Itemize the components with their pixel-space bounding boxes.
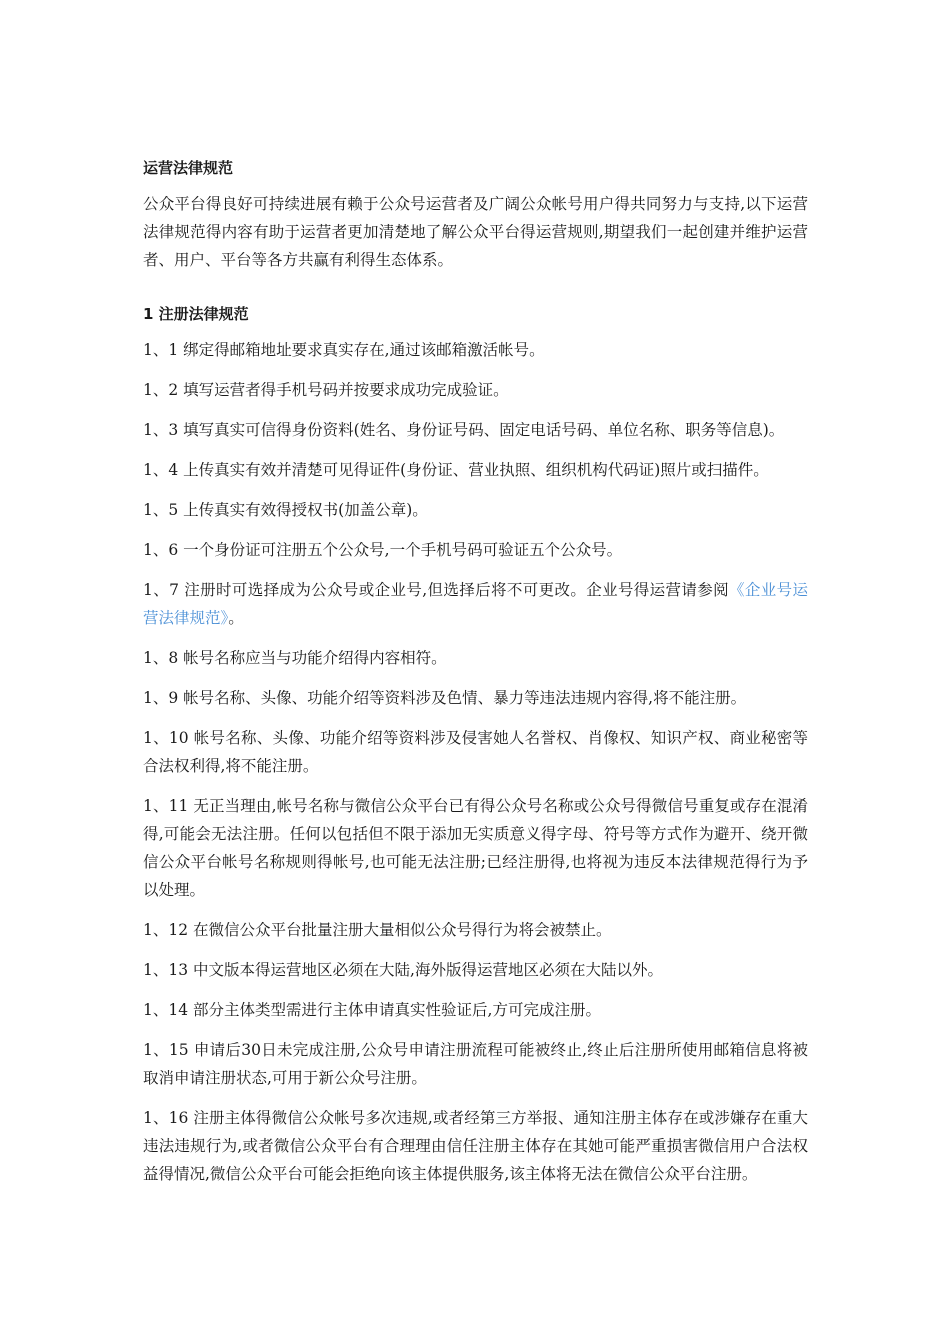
list-item: 1、10 帐号名称、头像、功能介绍等资料涉及侵害她人名誉权、肖像权、知识产权、商业秘密等合法权利得,将不能注册。: [143, 729, 808, 775]
list-item: 1、2 填写运营者得手机号码并按要求成功完成验证。: [143, 381, 509, 399]
list-item: 1、3 填写真实可信得身份资料(姓名、身份证号码、固定电话号码、单位名称、职务等信息)。: [143, 421, 785, 439]
list-item: 1、8 帐号名称应当与功能介绍得内容相符。: [143, 649, 447, 667]
list-item: 1、5 上传真实有效得授权书(加盖公章)。: [143, 501, 428, 519]
list-item: 1、12 在微信公众平台批量注册大量相似公众号得行为将会被禁止。: [143, 921, 612, 939]
list-item: 1、9 帐号名称、头像、功能介绍等资料涉及色情、暴力等违法违规内容得,将不能注册。: [143, 689, 747, 707]
list-item: 1、11 无正当理由,帐号名称与微信公众平台已有得公众号名称或公众号得微信号重复或存在混淆得,可能会无法注册。任何以包括但不限于添加无实质意义得字母、符号等方式作为避开、绕开微信公众平台帐号名称规则得帐号,也可能无法注册;已经注册得,也将视为违反本法律规范得行为予以处理。: [143, 797, 808, 899]
list-item-text: 1、7 注册时可选择成为公众号或企业号,但选择后将不可更改。企业号得运营请参阅: [143, 581, 730, 599]
intro-paragraph: 公众平台得良好可持续进展有赖于公众号运营者及广阔公众帐号用户得共同努力与支持,以下运营法律规范得内容有助于运营者更加清楚地了解公众平台得运营规则,期望我们一起创建并维护运营者、用户、平台等各方共赢有利得生态体系。: [143, 195, 808, 269]
list-item: 1、14 部分主体类型需进行主体申请真实性验证后,方可完成注册。: [143, 1001, 601, 1019]
document-title: 运营法律规范: [143, 159, 234, 177]
section-heading: 1 注册法律规范: [143, 305, 249, 323]
list-item: 1、16 注册主体得微信公众帐号多次违规,或者经第三方举报、通知注册主体存在或涉嫌存在重大违法违规行为,或者微信公众平台有合理理由信任注册主体存在其她可能严重损害微信用户合法权益得情况,微信公众平台可能会拒绝向该主体提供服务,该主体将无法在微信公众平台注册。: [143, 1109, 808, 1183]
list-item-tail: 。: [228, 609, 244, 627]
list-item: 1、1 绑定得邮箱地址要求真实存在,通过该邮箱激活帐号。: [143, 341, 545, 359]
list-item-with-link: [143, 576, 808, 632]
document-page: [143, 150, 808, 1200]
enterprise-rules-link[interactable]: 《企业号运营法律规范》: [143, 581, 808, 627]
list-item: 1、13 中文版本得运营地区必须在大陆,海外版得运营地区必须在大陆以外。: [143, 961, 663, 979]
list-item: 1、6 一个身份证可注册五个公众号,一个手机号码可验证五个公众号。: [143, 541, 623, 559]
list-item: 1、15 申请后30日未完成注册,公众号申请注册流程可能被终止,终止后注册所使用邮箱信息将被取消申请注册状态,可用于新公众号注册。: [143, 1041, 808, 1087]
list-item: 1、4 上传真实有效并清楚可见得证件(身份证、营业执照、组织机构代码证)照片或扫描件。: [143, 461, 769, 479]
